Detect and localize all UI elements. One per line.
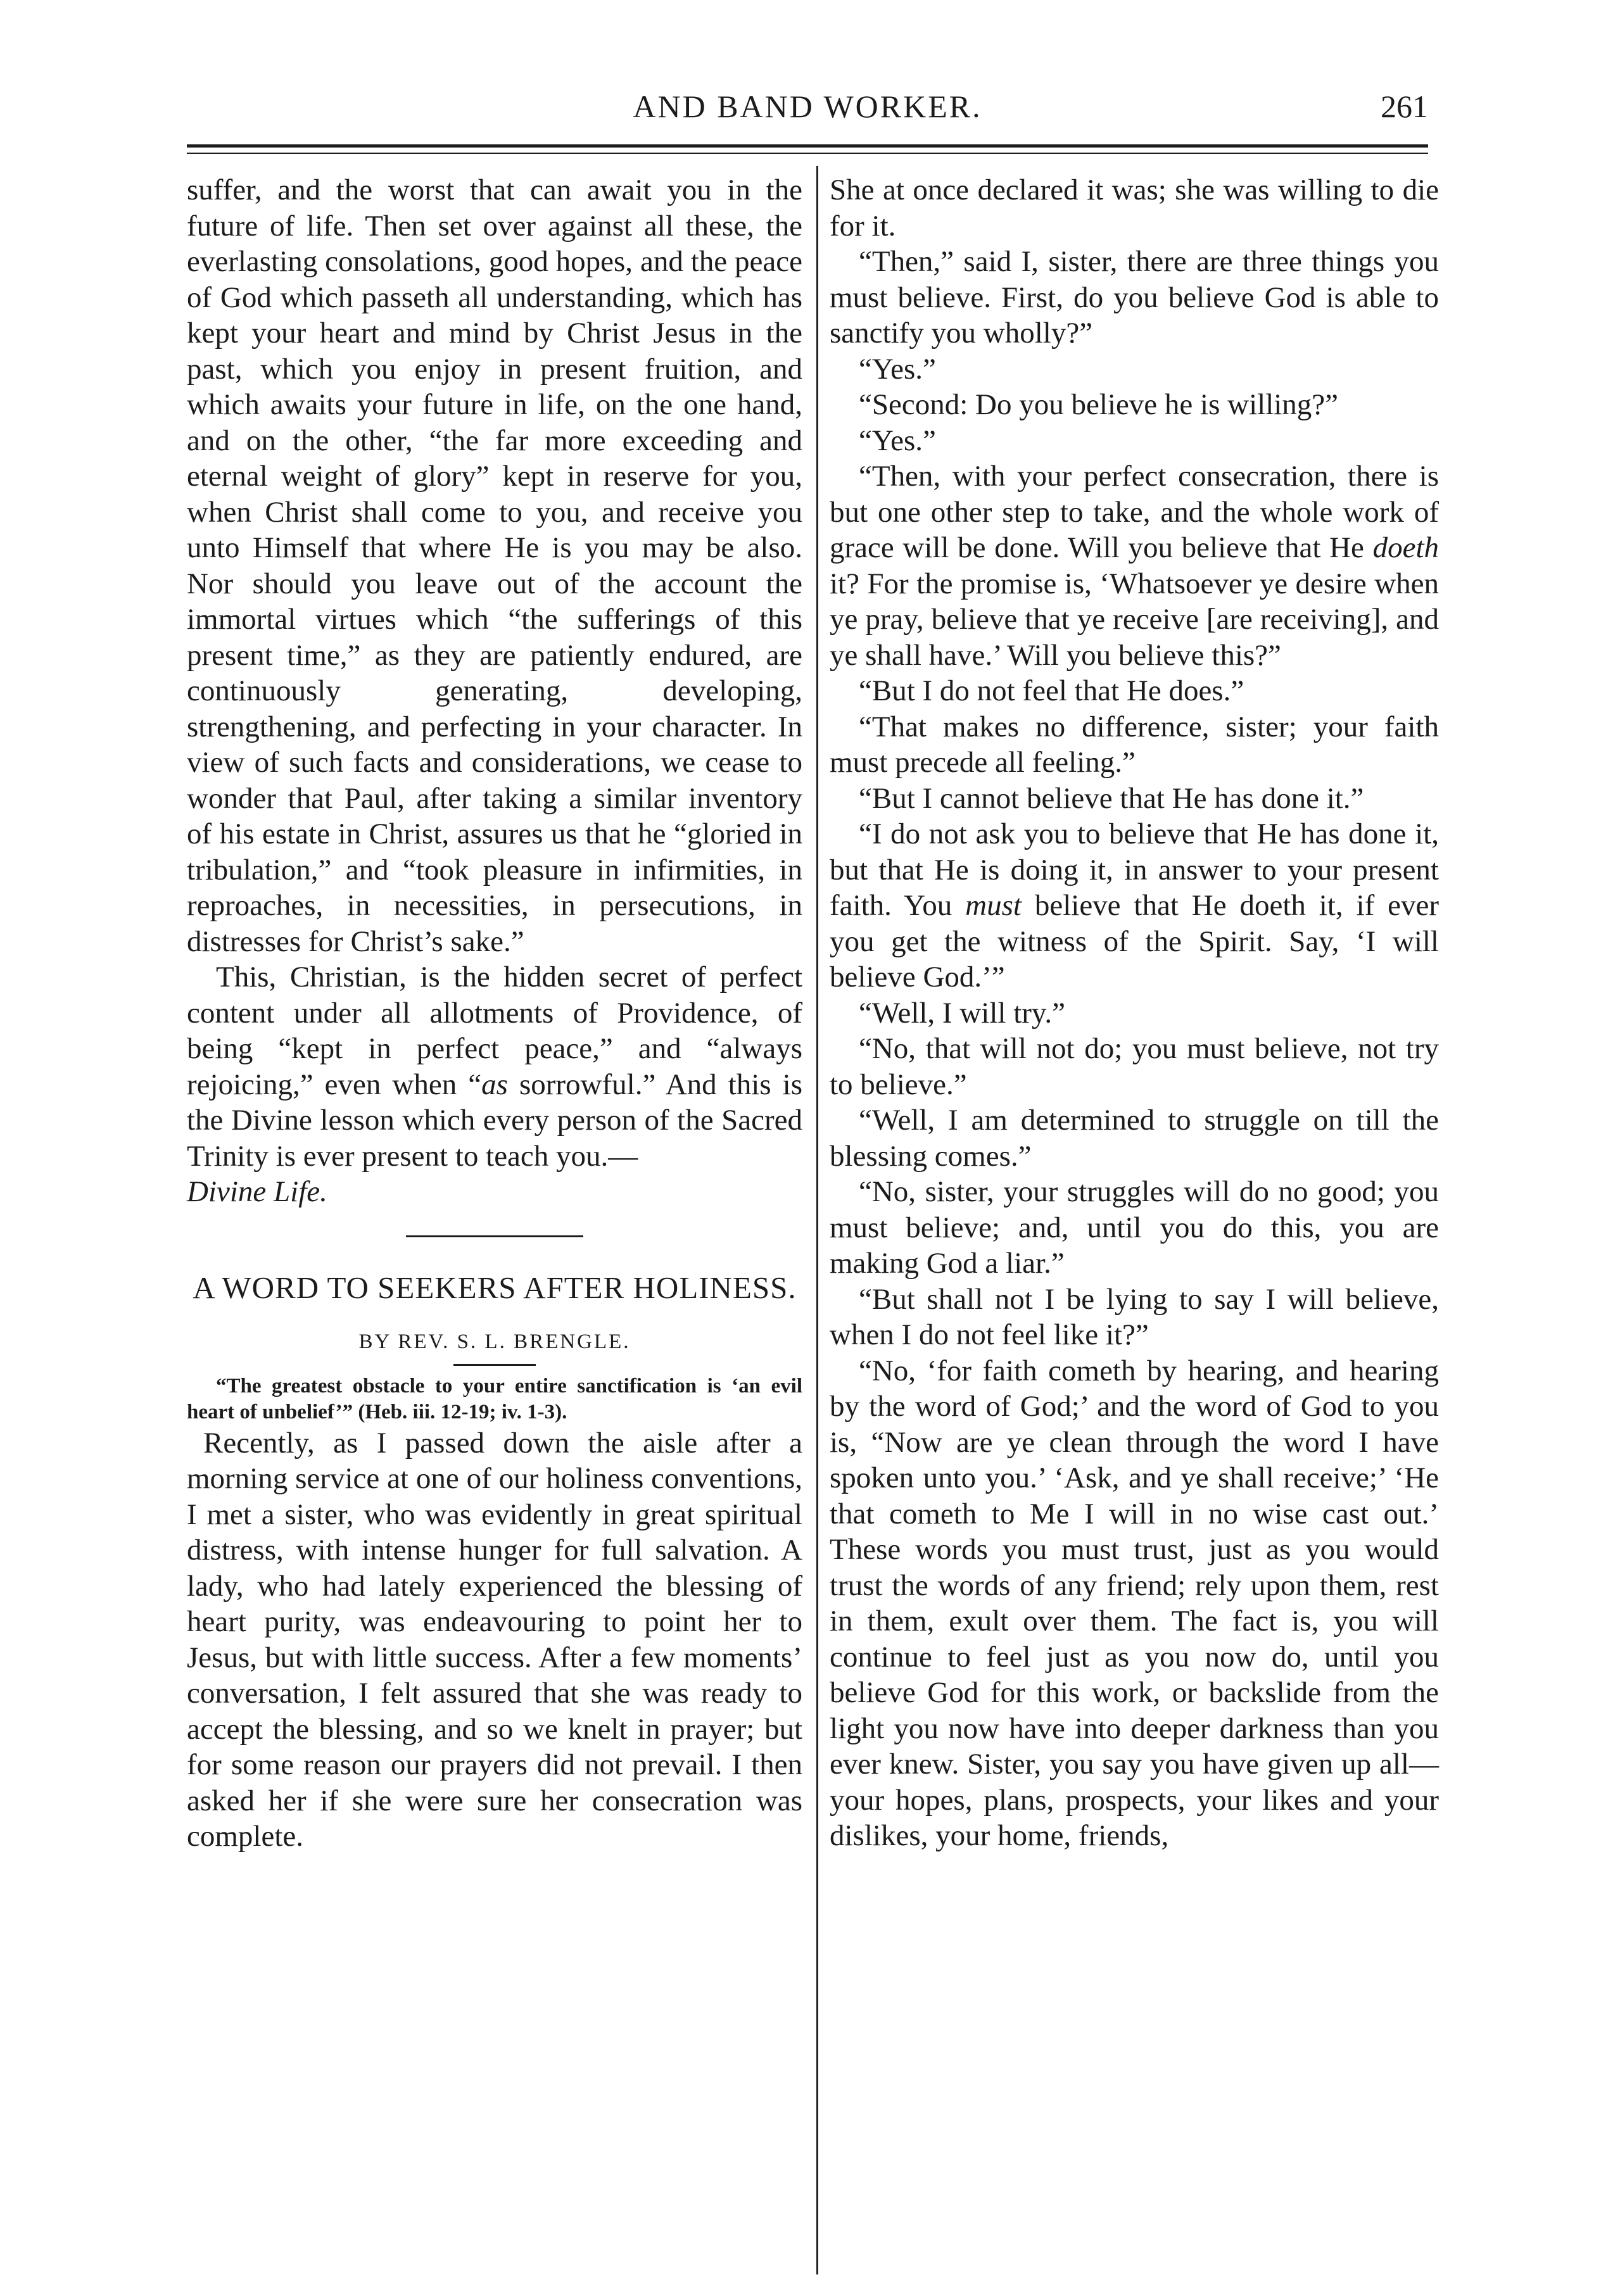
dialogue-paragraph: “Second: Do you believe he is willing?” xyxy=(859,388,1339,421)
column-divider xyxy=(816,166,818,2274)
dialogue-paragraph: “But I cannot believe that He has done it.” xyxy=(859,781,1364,815)
dialogue-paragraph: “No, ‘for faith cometh by hearing, and hearing by the word of God;’ and the word of God to you is, “Now are ye clean through the word I have spoken unto you.’ ‘Ask, and ye shall receive;’ ‘He that cometh to Me I will in no wise cast out.’ These words you must trust, just as you would trust the words of any friend; rely upon them, rest in them, exult over them. The fact is, you will continue to feel just as you now do, until you believe God for this work, or backslide from the light you now have into deeper darkness than you ever knew. Sister, you say you have given up all—your hopes, plans, prospects, your likes and your dislikes, your home, friends, xyxy=(830,1354,1439,1852)
dialogue-paragraph: “No, sister, your struggles will do no good; you must believe; and, until you do this, you are making God a liar.” xyxy=(830,1175,1439,1280)
dialogue-paragraph: “Well, I will try.” xyxy=(859,996,1065,1030)
dialogue-paragraph: “But I do not feel that He does.” xyxy=(859,674,1244,707)
epigraph: “The greatest obstacle to your entire sanctification is ‘an evil heart of unbelief’” (Heb. iii. 12-19; iv. 1-3). xyxy=(187,1374,802,1423)
running-title: AND BAND WORKER. xyxy=(633,89,982,124)
dialogue-paragraph: “Well, I am determined to struggle on till the blessing comes.” xyxy=(830,1104,1439,1173)
header-rule-thick xyxy=(187,144,1428,148)
dialogue-paragraph: “I do not ask you to believe that He has done it, but that He is doing it, in answer to your present faith. You must believe that He doeth it, if ever you get the witness of the Spirit. Say, ‘I will believe God.’” xyxy=(830,817,1439,993)
running-head xyxy=(187,81,1428,138)
continued-paragraph: suffer, and the worst that can await you in the future of life. Then set over against all these, the everlasting consolations, good hopes, and the peace of God which passeth all understanding, which has kept your heart and mind by Christ Jesus in the past, which you enjoy in present fruition, and which awaits your future in life, on the one hand, and on the other, “the far more exceeding and eternal weight of glory” kept in reserve for you, when Christ shall come to you, and receive you unto Himself that where He is you may be also. Nor should you leave out of the account the immortal virtues which “the sufferings of this present time,” as they are patiently endured, are continuously generating, developing, strengthening, and perfecting in your character. In view of such facts and considerations, we cease to wonder that Paul, after taking a similar inventory of his estate in Christ, assures us that he “gloried in tribulation,” and “took pleasure in infirmities, in reproaches, in necessities, in persecutions, in distresses for Christ’s sake.” xyxy=(187,173,802,958)
source-attribution: Divine Life. xyxy=(187,1175,327,1208)
dialogue-paragraph: “Then, with your perfect consecration, there is but one other step to take, and the whole work of grace will be done. Will you believe that He doeth it? For the promise is, ‘Whatsoever ye desire when ye pray, believe that ye receive [are receiving], and ye shall have.’ Will you believe this?” xyxy=(830,460,1439,672)
article-title: A WORD TO SEEKERS AFTER HOLINESS. xyxy=(193,1270,797,1305)
left-column xyxy=(187,172,802,1855)
dialogue-paragraph: “Yes.” xyxy=(859,424,936,457)
dialogue-paragraph: “Yes.” xyxy=(859,352,936,386)
dialogue-paragraph: “But shall not I be lying to say I will believe, when I do not feel like it?” xyxy=(830,1282,1439,1351)
header-rule-thin xyxy=(187,153,1428,154)
dialogue-paragraph: “No, that will not do; you must believe, not try to believe.” xyxy=(830,1032,1439,1101)
page-number: 261 xyxy=(1381,89,1428,124)
article-byline: BY REV. S. L. BRENGLE. xyxy=(358,1330,631,1353)
article-paragraph: She at once declared it was; she was willing to die for it. xyxy=(830,173,1439,243)
byline-rule xyxy=(453,1364,536,1366)
closing-paragraph: This, Christian, is the hidden secret of perfect content under all allotments of Providence, of being “kept in perfect peace,” and “always rejoicing,” even when “as sorrowful.” And this is the Divine lesson which every person of the Sacred Trinity is ever present to teach you.— xyxy=(187,961,802,1173)
right-column xyxy=(830,172,1439,1854)
article-paragraph: Recently, as I passed down the aisle after a morning service at one of our holiness conventions, I met a sister, who was evidently in great spiritual distress, with intense hunger for full salvation. A lady, who had lately experienced the blessing of heart purity, was endeavouring to point her to Jesus, but with little success. After a few moments’ conversation, I felt assured that she was ready to accept the blessing, and so we knelt in prayer; but for some reason our prayers did not prevail. I then asked her if she were sure her consecration was complete. xyxy=(187,1426,802,1853)
dialogue-paragraph: “Then,” said I, sister, there are three things you must believe. First, do you believe God is able to sanctify you wholly?” xyxy=(830,245,1439,350)
section-divider xyxy=(406,1235,583,1237)
dialogue-paragraph: “That makes no difference, sister; your faith must precede all feeling.” xyxy=(830,710,1439,779)
